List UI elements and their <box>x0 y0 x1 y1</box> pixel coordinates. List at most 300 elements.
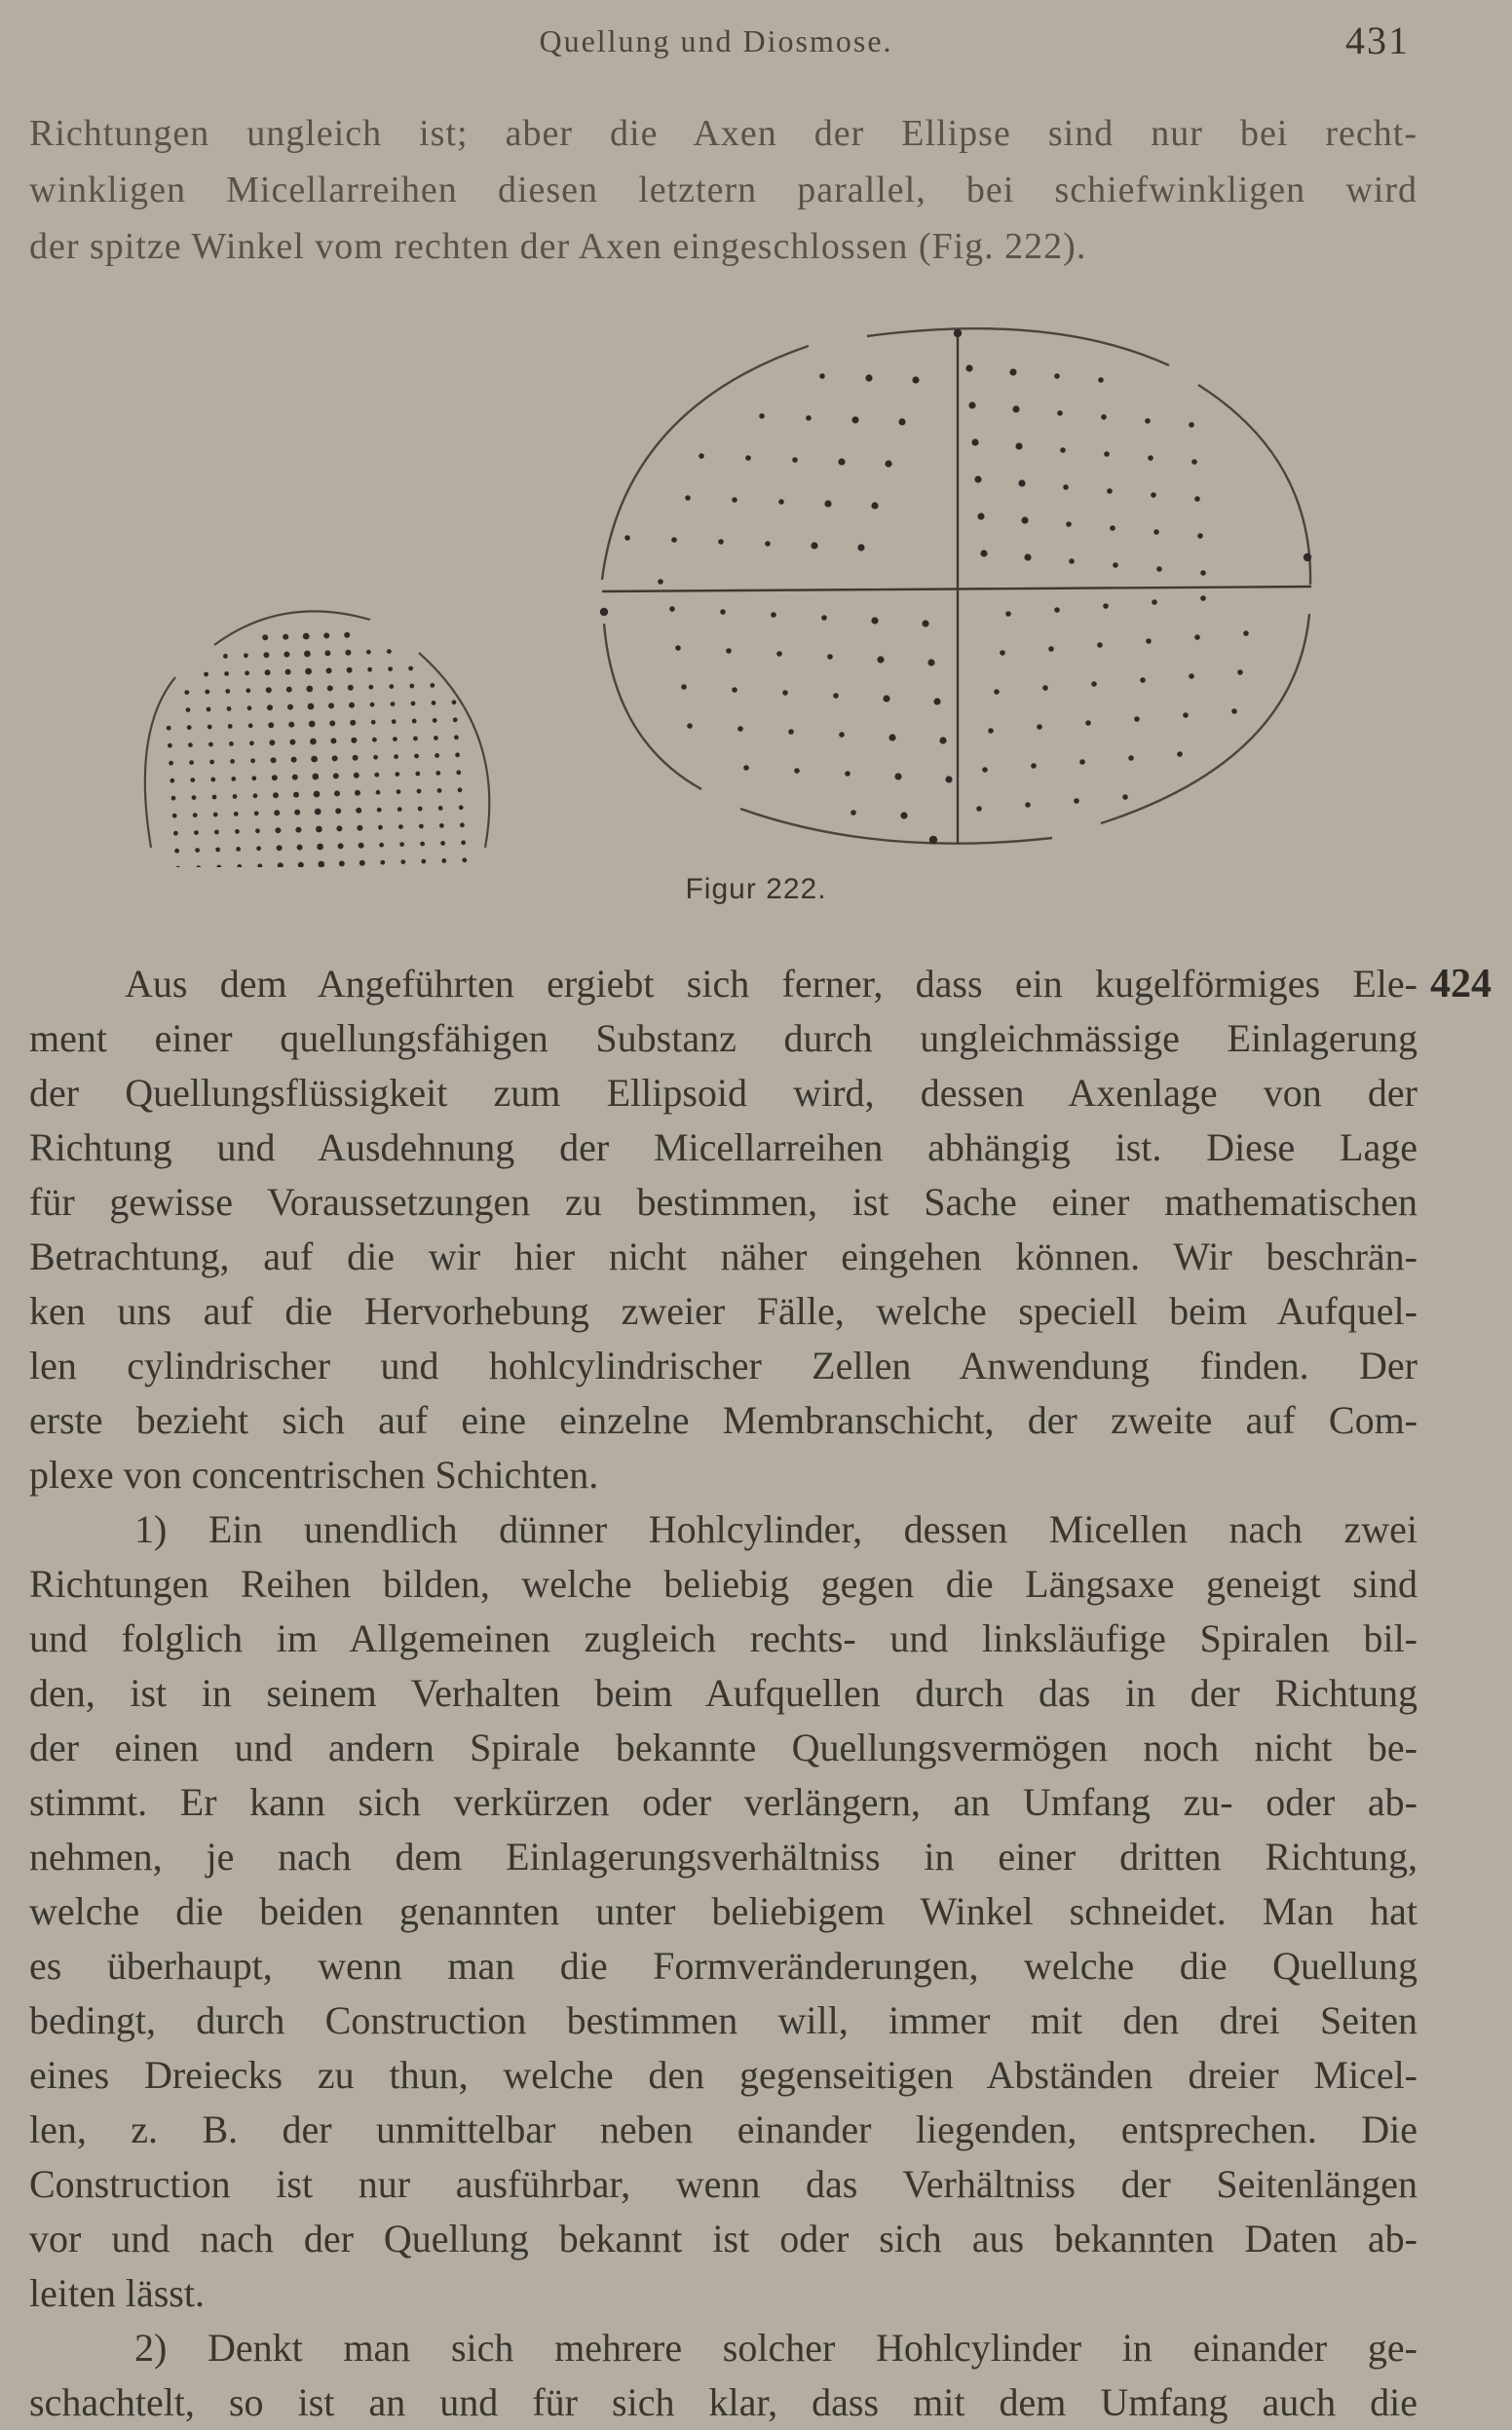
micelle-dot <box>397 789 401 794</box>
micelle-dot <box>356 808 361 814</box>
micelle-dot <box>1054 607 1060 613</box>
micelle-dot <box>400 859 405 864</box>
micelle-dot <box>1156 566 1162 572</box>
micelle-dot <box>976 806 982 812</box>
micelle-dot <box>434 736 438 740</box>
micelle-dot <box>247 705 252 710</box>
micelle-dot <box>432 701 436 705</box>
micelle-dot <box>391 702 396 706</box>
micelle-dot <box>209 760 214 765</box>
micelle-dot <box>945 776 952 782</box>
micelle-dot <box>332 755 338 761</box>
micelle-dot <box>277 845 283 851</box>
micelle-dot <box>441 858 446 863</box>
micelle-dot <box>1069 558 1075 564</box>
micelle-dot <box>308 703 315 710</box>
micelle-dot <box>1304 553 1311 561</box>
micelle-dot <box>187 725 192 730</box>
micelle-dot <box>1098 377 1104 383</box>
micelle-dot <box>208 742 213 747</box>
micelle-dot <box>216 865 221 867</box>
micelle-dot <box>278 862 284 867</box>
micelle-dot <box>1031 763 1037 769</box>
micelle-dot <box>1074 798 1079 804</box>
micelle-dot <box>338 843 344 849</box>
micelle-dot <box>1110 525 1115 531</box>
micelle-dot <box>877 656 884 663</box>
micelle-dot <box>311 756 318 763</box>
micelle-dot <box>246 688 250 693</box>
micelle-dot <box>954 329 962 337</box>
micelle-dot <box>1197 533 1203 539</box>
micelle-dot <box>1024 553 1031 560</box>
micelle-dot <box>1025 802 1031 808</box>
micelle-dot <box>248 723 253 728</box>
micelle-dot <box>658 579 663 585</box>
micelle-dot <box>1015 442 1022 449</box>
text-line: und folglich im Allgemeinen zugleich rechts- und linksläufige Spiralen bil- <box>29 1616 1418 1660</box>
micelle-dot <box>1048 646 1054 652</box>
micelle-dot <box>297 845 303 851</box>
micelle-dot <box>231 777 236 781</box>
micelle-dot <box>1103 603 1109 609</box>
micelle-dot <box>1140 677 1146 683</box>
figure-222 <box>0 322 1512 867</box>
micelle-dot <box>355 790 360 796</box>
micelle-dot <box>1042 685 1048 691</box>
micelle-dot <box>900 812 907 818</box>
micelle-dot <box>167 726 171 731</box>
micelle-dot <box>387 649 392 654</box>
micelle-dot <box>351 738 357 743</box>
micelle-dot <box>982 767 988 773</box>
text-line: winkligen Micellarreihen diesen letztern parallel, bei schiefwinkligen wird <box>29 170 1418 210</box>
text-line: leiten lässt. <box>29 2271 205 2315</box>
micelle-dot <box>397 807 402 812</box>
micelle-dot <box>194 830 199 835</box>
micelle-dot <box>685 495 691 501</box>
micelle-dot <box>188 742 193 747</box>
micelle-dot <box>980 550 987 556</box>
page-number: 431 <box>1345 19 1410 62</box>
micelle-dot <box>249 740 254 745</box>
micelle-dot <box>354 773 359 778</box>
micelle-dot <box>368 685 373 690</box>
micelle-dot <box>288 722 294 728</box>
micelle-dot <box>359 860 365 866</box>
micelle-dot <box>788 729 794 735</box>
micelle-dot <box>285 669 291 675</box>
micelle-dot <box>195 848 200 853</box>
micelle-dot <box>225 689 230 694</box>
micelle-dot <box>455 752 460 757</box>
micelle-dot <box>1200 595 1206 601</box>
micelle-dot <box>230 759 235 764</box>
micelle-dot <box>681 684 687 690</box>
micelle-dot <box>215 848 220 853</box>
micelle-dot <box>453 717 458 722</box>
micelle-dot <box>437 788 442 793</box>
micelle-dot <box>171 796 176 801</box>
micelle-dot <box>335 808 341 814</box>
micelle-dot <box>244 653 248 658</box>
micelle-dot <box>977 513 984 519</box>
micelle-dot <box>1063 484 1069 490</box>
micelle-dot <box>392 719 397 724</box>
micelle-dot <box>330 738 336 743</box>
micelle-dot <box>292 775 298 780</box>
text-line: 2) Denkt man sich mehrere solcher Hohlcylinder in einander ge- <box>134 2326 1418 2370</box>
micelle-dot <box>327 685 333 691</box>
micelle-dot <box>168 743 172 748</box>
micelle-dot <box>1177 751 1183 757</box>
micelle-dot <box>294 810 300 816</box>
micelle-dot <box>421 859 426 864</box>
micelle-dot <box>687 723 693 729</box>
ellipsoid-element-drawing <box>600 328 1311 844</box>
micelle-dot <box>462 857 467 862</box>
micelle-dot <box>438 806 443 811</box>
micelle-dot <box>329 720 335 726</box>
micelle-dot <box>850 810 856 816</box>
micelle-dot <box>398 824 403 829</box>
micelle-dot <box>720 609 726 615</box>
micelle-dot <box>929 836 937 844</box>
micelle-dot <box>699 453 704 459</box>
micelle-dot <box>430 683 435 688</box>
micelle-dot <box>1054 373 1060 379</box>
text-line: der Quellungsflüssigkeit zum Ellipsoid wird, dessen Axenlage von der <box>29 1071 1418 1115</box>
micelle-dot <box>213 813 218 817</box>
text-line: bedingt, durch Construction bestimmen will, immer mit den drei Seiten <box>29 1998 1418 2042</box>
micelle-dot <box>419 824 424 829</box>
paragraph-2 <box>29 1502 1418 2321</box>
micelle-dot <box>435 771 440 776</box>
micelle-dot <box>792 457 798 463</box>
micelle-dot <box>234 812 239 816</box>
micelle-dot <box>851 416 858 423</box>
micelle-dot <box>871 617 878 624</box>
micelle-dot <box>417 789 422 794</box>
micelle-dot <box>833 693 839 699</box>
micelle-dot <box>1000 650 1005 656</box>
micelle-dot <box>745 455 751 461</box>
micelle-dot <box>1021 516 1028 523</box>
micelle-dot <box>268 722 274 728</box>
micelle-dot <box>312 774 319 780</box>
figure-illustration <box>0 322 1512 867</box>
micelle-dot <box>205 690 209 695</box>
running-head <box>0 18 1512 76</box>
micelle-dot <box>435 753 439 758</box>
micelle-dot <box>174 849 179 854</box>
micelle-dot <box>718 539 724 545</box>
micelle-dot <box>819 373 825 379</box>
micelle-dot <box>415 772 420 777</box>
text-line: vor und nach der Quellung bekannt ist oder sich aus bekannten Daten ab- <box>29 2217 1418 2260</box>
micelle-dot <box>974 475 981 482</box>
micelle-dot <box>389 684 394 689</box>
text-line: Betrachtung, auf die wir hier nicht näher eingehen können. Wir beschrän- <box>29 1234 1418 1278</box>
micelle-dot <box>236 847 241 852</box>
spherical-element-drawing <box>145 611 489 867</box>
micelle-dot <box>184 690 189 695</box>
micelle-dot <box>452 700 457 704</box>
micelle-dot <box>1012 405 1019 412</box>
micelle-dot <box>839 732 845 738</box>
micelle-dot <box>250 758 255 763</box>
micelle-dot <box>1037 724 1042 730</box>
micelle-dot <box>971 438 978 445</box>
micelle-dot <box>310 739 317 745</box>
micelle-dot <box>1122 794 1128 800</box>
micelle-dot <box>318 861 324 867</box>
micelle-dot <box>1189 673 1194 679</box>
micelle-dot <box>988 728 994 734</box>
micelle-dot <box>1183 712 1189 718</box>
micelle-dot <box>267 704 273 710</box>
micelle-dot <box>328 702 334 708</box>
micelle-dot <box>378 825 383 830</box>
micelle-dot <box>1079 759 1085 765</box>
micelle-dot <box>871 502 878 509</box>
micelle-dot <box>189 760 194 765</box>
micelle-dot <box>759 413 765 419</box>
micelle-dot <box>1152 599 1157 605</box>
micelle-dot <box>1194 496 1200 502</box>
micelle-dot <box>726 648 732 654</box>
micelle-dot <box>275 827 281 833</box>
micelle-dot <box>257 863 262 867</box>
micelle-dot <box>1101 414 1107 420</box>
micelle-dot <box>420 842 425 847</box>
micelle-dot <box>315 809 321 816</box>
micelle-dot <box>885 460 891 467</box>
micelle-dot <box>371 720 376 725</box>
micelle-dot <box>169 761 173 766</box>
micelle-dot <box>317 844 323 851</box>
text-line: len, z. B. der unmittelbar neben einander liegenden, entsprechen. Die <box>29 2107 1418 2151</box>
micelle-dot <box>298 862 304 867</box>
micelle-dot <box>254 811 259 816</box>
micelle-dot <box>776 651 782 657</box>
micelle-dot <box>898 418 905 425</box>
micelle-dot <box>336 825 342 831</box>
micelle-dot <box>376 790 381 795</box>
micelle-dot <box>344 632 350 638</box>
micelle-dot <box>732 497 737 503</box>
micelle-dot <box>624 535 630 541</box>
micelle-dot <box>1057 410 1063 416</box>
micelle-dot <box>1018 479 1025 486</box>
micelle-dot <box>353 755 359 761</box>
micelle-dot <box>838 458 845 465</box>
micelle-dot <box>811 542 817 549</box>
micelle-dot <box>262 634 268 640</box>
micelle-dot <box>411 702 416 706</box>
micelle-dot <box>1060 447 1066 453</box>
micelle-dot <box>348 685 354 691</box>
micelle-dot <box>737 726 743 732</box>
micelle-dot <box>939 737 946 743</box>
text-line: welche die beiden genannten unter beliebigem Winkel schneidet. Man hat <box>29 1889 1418 1933</box>
micelle-dot <box>303 633 310 640</box>
micelle-dot <box>190 778 195 782</box>
micelle-dot <box>459 805 464 810</box>
micelle-dot <box>933 698 940 704</box>
micelle-dot <box>255 828 260 833</box>
text-line: 1) Ein unendlich dünner Hohlcylinder, dessen Micellen nach zwei <box>134 1507 1418 1551</box>
micelle-dot <box>359 843 364 849</box>
text-line: der spitze Winkel vom rechten der Axen eingeschlossen (Fig. 222). <box>29 226 1087 267</box>
micelle-dot <box>806 415 812 421</box>
micelle-dot <box>196 865 201 867</box>
micelle-dot <box>743 765 749 771</box>
micelle-dot <box>345 650 351 656</box>
micelle-dot <box>409 684 414 689</box>
micelle-dot <box>460 822 465 827</box>
micelle-dot <box>408 666 413 671</box>
micelle-dot <box>1243 630 1249 636</box>
micelle-dot <box>439 823 444 828</box>
micelle-dot <box>1151 492 1156 498</box>
micelle-dot <box>1097 642 1103 648</box>
micelle-dot <box>888 734 895 740</box>
micelle-dot <box>883 695 889 702</box>
micelle-dot <box>379 843 384 848</box>
text-line: es überhaupt, wenn man die Formveränderungen, welche die Quellung <box>29 1944 1418 1988</box>
micelle-dot <box>333 773 339 778</box>
micelle-dot <box>228 724 233 729</box>
micelle-dot <box>1085 720 1091 726</box>
text-line: den, ist in seinem Verhalten beim Aufquellen durch das in der Richtung <box>29 1671 1418 1715</box>
micelle-dot <box>821 615 827 621</box>
micelle-dot <box>172 814 177 818</box>
text-line: schachtelt, so ist an und für sich klar, dass mit dem Umfang auch die <box>29 2380 1418 2424</box>
micelle-dot <box>778 499 784 505</box>
micelle-dot <box>374 773 379 778</box>
micelle-dot <box>367 667 372 672</box>
micelle-dot <box>347 667 353 673</box>
micelle-dot <box>366 650 371 655</box>
micelle-dot <box>765 541 771 547</box>
micelle-dot <box>334 790 340 796</box>
micelle-dot <box>671 537 677 543</box>
micelle-dot <box>214 830 219 835</box>
micelle-dot <box>316 826 322 833</box>
micelle-dot <box>1091 681 1097 687</box>
micelle-dot <box>912 376 919 383</box>
micelle-dot <box>1104 451 1110 457</box>
micelle-dot <box>1005 611 1011 617</box>
micelle-dot <box>458 787 463 792</box>
micelle-dot <box>771 612 776 618</box>
text-line: ment einer quellungsfähigen Substanz durch ungleichmässige Einlagerung <box>29 1016 1418 1060</box>
micelle-dot <box>377 808 382 813</box>
micelle-dot <box>295 827 301 833</box>
micelle-dot <box>1113 562 1118 568</box>
micelle-dot <box>418 807 423 812</box>
micelle-dot <box>223 654 228 659</box>
micelle-dot <box>1145 418 1151 424</box>
micelle-dot <box>237 864 242 867</box>
micelle-dot <box>794 768 800 774</box>
micelle-dot <box>305 668 312 675</box>
micelle-dot <box>1231 708 1237 714</box>
figure-caption: Figur 222. <box>685 873 827 905</box>
micelle-dot <box>272 775 278 780</box>
micelle-dot <box>204 672 208 677</box>
micelle-dot <box>669 606 675 612</box>
micelle-dot <box>454 735 459 740</box>
top-paragraph <box>29 105 1418 275</box>
micelle-dot <box>456 770 461 775</box>
micelle-dot <box>229 741 234 746</box>
micelle-dot <box>1189 422 1194 428</box>
micelle-dot <box>265 669 271 675</box>
micelle-dot <box>326 667 332 673</box>
micelle-dot <box>175 866 180 867</box>
micelle-dot <box>675 645 681 651</box>
micelle-dot <box>350 720 356 726</box>
micelle-dot <box>1194 634 1200 640</box>
micelle-dot <box>600 608 608 616</box>
micelle-dot <box>273 792 279 798</box>
micelle-dot <box>433 718 437 723</box>
micelle-dot <box>1066 521 1072 527</box>
micelle-dot <box>193 813 198 817</box>
micelle-dot <box>251 776 256 780</box>
micelle-dot <box>922 620 928 626</box>
micelle-dot <box>994 689 1000 695</box>
micelle-dot <box>732 687 737 693</box>
micelle-dot <box>1107 488 1113 494</box>
micelle-dot <box>1200 570 1206 576</box>
micelle-dot <box>394 754 398 759</box>
micelle-dot <box>235 829 240 834</box>
text-line: len cylindrischer und hohlcylindrischer Zellen Anwendung finden. Der <box>29 1344 1418 1387</box>
micelle-dot <box>388 666 393 671</box>
micelle-dot <box>274 810 280 816</box>
micelle-dot <box>1191 459 1197 465</box>
micelle-dot <box>782 690 788 696</box>
micelle-dot <box>370 702 375 707</box>
micelle-dot <box>186 707 191 712</box>
micelle-dot <box>266 687 272 693</box>
micelle-dot <box>224 671 229 676</box>
micelle-dot <box>293 792 299 798</box>
micelle-dot <box>227 706 232 711</box>
micelle-dot <box>245 670 249 675</box>
micelle-dot <box>1134 716 1140 722</box>
micelle-dot <box>253 793 258 798</box>
text-line: für gewisse Voraussetzungen zu bestimmen, ist Sache einer mathematischen <box>29 1180 1418 1224</box>
text-line: Construction ist nur ausführbar, wenn das Verhältniss der Seitenlängen <box>29 2162 1418 2206</box>
micelle-dot <box>306 686 313 693</box>
micelle-dot <box>927 659 934 665</box>
text-line: der einen und andern Spirale bekannte Quellungsvermögen noch nicht be- <box>29 1726 1418 1769</box>
text-line: Richtung und Ausdehnung der Micellarreihen abhängig ist. Diese Lage <box>29 1125 1418 1169</box>
micelle-dot <box>173 831 178 836</box>
micelle-dot <box>393 737 397 741</box>
paragraph-3 <box>29 2321 1418 2430</box>
micelle-dot <box>323 632 329 638</box>
micelle-dot <box>412 719 417 724</box>
micelle-dot <box>845 771 850 777</box>
micelle-dot <box>1148 455 1153 461</box>
micelle-dot <box>286 687 292 693</box>
micelle-dot <box>1153 529 1159 535</box>
